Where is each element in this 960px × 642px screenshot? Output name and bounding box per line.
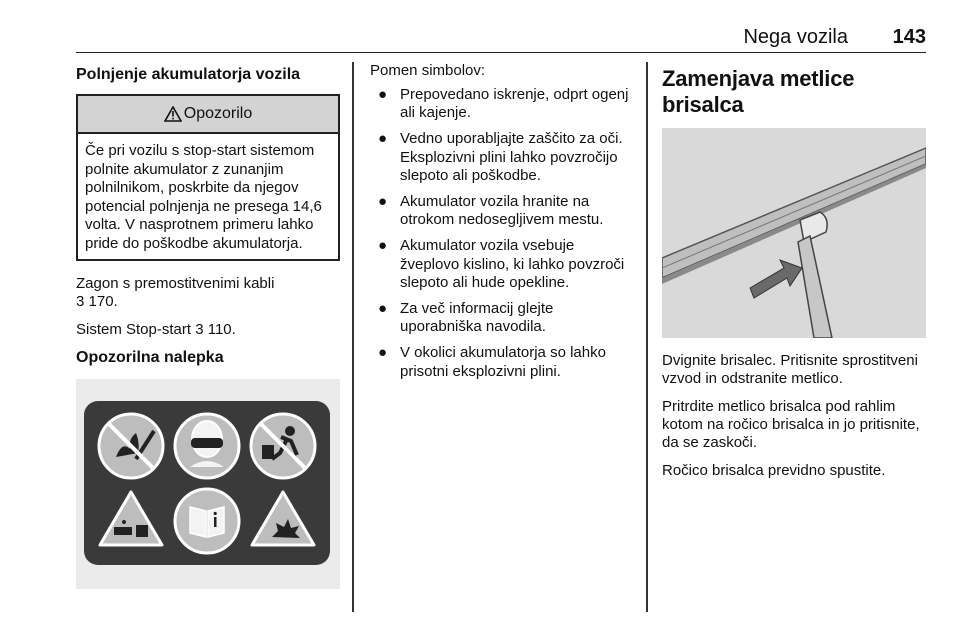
list-item: ● Akumulator vozila hranite na otrokom nedosegljivem mestu. [378,193,604,229]
stop-start-reference: Sistem Stop-start 3 110. [76,321,236,338]
column-left [76,62,340,589]
list-item: ● V okolici akumulatorja so lahko prisotni eksplozivni plini. [378,344,606,380]
wiper-step-3: Ročico brisalca previdno spustite. [662,462,886,479]
page-header [76,24,926,53]
list-item: ● Za več informacij glejte uporabniška navodila. [378,300,554,336]
jump-start-page-ref: 3 170. [76,293,118,310]
symbols-intro: Pomen simbolov: [370,62,486,79]
wiper-blade-illustration [662,128,926,338]
wiper-step-1: Dvignite brisalec. Pritisnite sprostitveni vzvod in odstranite metlico. [662,352,918,387]
symbols-list [370,86,634,381]
warning-box [76,94,340,261]
eye-protection-symbol [175,414,239,478]
no-fire-symbol [99,414,163,478]
section-title: Nega vozila [743,26,848,48]
wiper-replacement-heading: Zamenjava metlice brisalca [662,66,855,117]
column-divider-right [646,62,648,612]
column-right [662,62,926,490]
page-number: 143 [892,26,926,48]
list-item: ● Vedno uporabljajte zaščito za oči. Eksplozivni plini lahko povzročijo slepoto ali poškodbe. [378,130,623,184]
keep-away-children-symbol [251,414,315,478]
battery-charging-heading: Polnjenje akumulatorja vozila [76,66,301,83]
jump-start-text: Zagon s premostitvenimi kabli [76,275,275,292]
warning-sticker-heading: Opozorilna nalepka [76,349,224,366]
column-divider-left [352,62,354,612]
warning-text: Če pri vozilu s stop-start sistemom polnite akumulator z zunanjim polnilnikom, poskrbite da njegov potencial polnjenja ne presega 14,6 volta. V nasprotnem primeru lahko pride do poškodbe akumulatorja. [85,142,322,252]
jump-start-reference [76,275,340,311]
warning-triangle-icon [164,106,182,122]
warning-header [78,96,338,134]
list-item: ● Prepovedano iskrenje, odprt ogenj ali kajenje. [378,86,629,122]
list-item: ● Akumulator vozila vsebuje žveplovo kislino, ki lahko povzroči slepoto ali hude opekline. [378,237,625,291]
read-manual-symbol [175,489,239,553]
wiper-step-2: Pritrdite metlico brisalca pod rahlim kotom na ročico brisalca in jo pritisnite, da se zaskoči. [662,398,920,451]
column-middle [370,62,634,389]
warning-title: Opozorilo [183,105,253,122]
warning-sticker-illustration [76,379,340,589]
